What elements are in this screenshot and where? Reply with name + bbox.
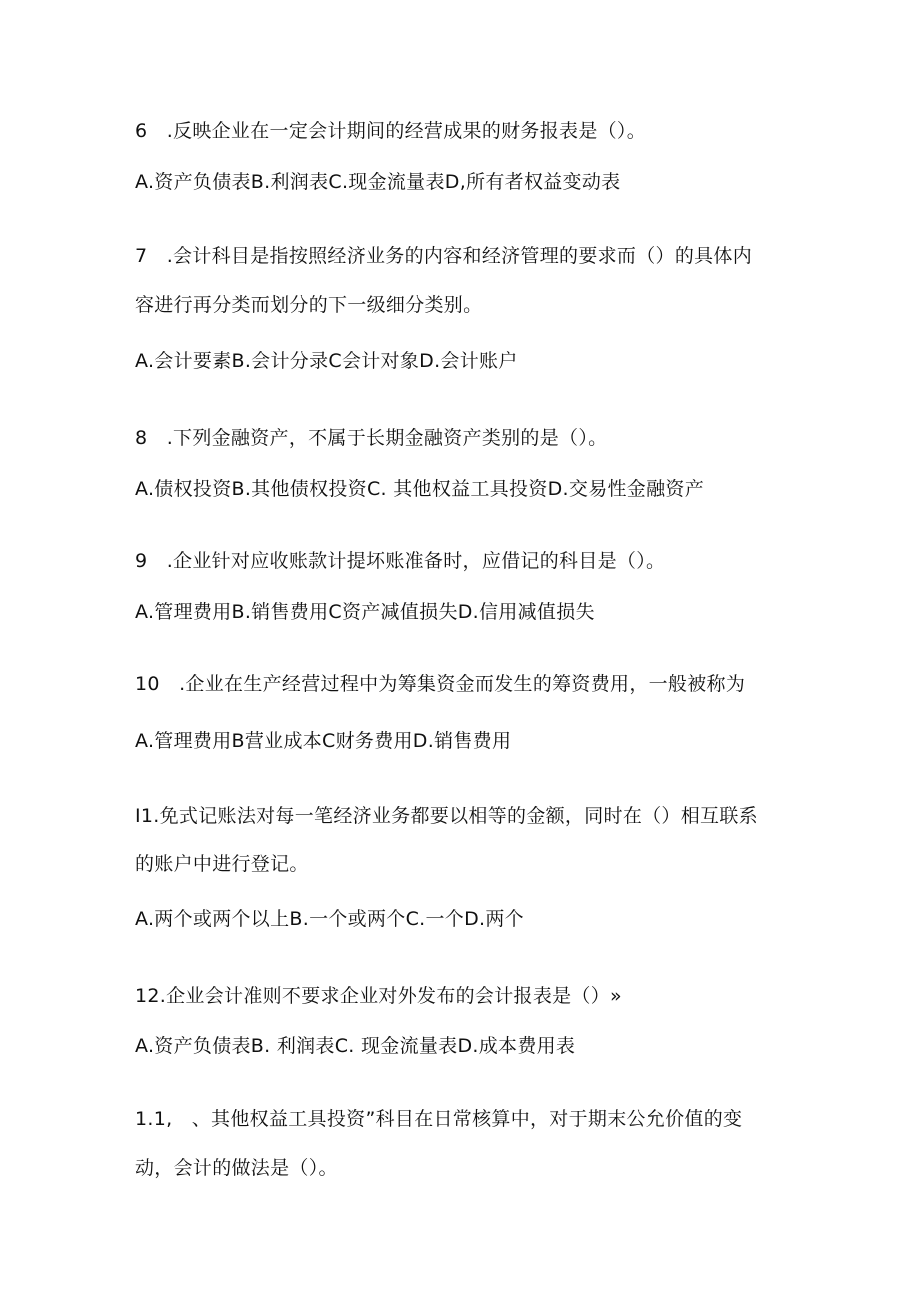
question-11-line-2: 的账户中进行登记。	[135, 853, 309, 875]
question-11-options: A.两个或两个以上B.一个或两个C.一个D.两个	[135, 908, 524, 930]
question-6: 6 .反映企业在一定会计期间的经营成果的财务报表是（）。	[135, 120, 647, 142]
question-8: 8 .下列金融资产，不属于长期金融资产类别的是（）。	[135, 427, 608, 449]
question-7-line-2: 容进行再分类而划分的下一级细分类别。	[135, 294, 483, 316]
question-9-options: A.管理费用B.销售费用C资产减值损失D.信用减值损失	[135, 601, 595, 623]
question-9: 9 .企业针对应收账款计提坏账准备时，应借记的科目是（）。	[135, 550, 666, 572]
question-7-line-1: 7 .会计科目是指按照经济业务的内容和经济管理的要求而（）的具体内	[135, 245, 753, 267]
question-10: 10 .企业在生产经营过程中为筹集资金而发生的筹资费用，一般被称为	[135, 673, 746, 695]
question-13-line-1: 1.1, 、其他权益工具投资”科目在日常核算中，对于期末公允价值的变	[135, 1108, 743, 1130]
question-11-line-1: I1.免式记账法对每一笔经济业务都要以相等的金额，同时在（）相互联系	[135, 805, 758, 827]
question-10-options: A.管理费用B营业成本C财务费用D.销售费用	[135, 730, 512, 752]
question-7-options: A.会计要素B.会计分录C会计对象D.会计账户	[135, 350, 518, 372]
question-12-options: A.资产负债表B. 利润表C. 现金流量表D.成本费用表	[135, 1035, 576, 1057]
question-13-line-2: 动，会计的做法是（）。	[135, 1157, 338, 1179]
question-8-options: A.债权投资B.其他债权投资C. 其他权益工具投资D.交易性金融资产	[135, 478, 704, 500]
question-12: 12.企业会计准则不要求企业对外发布的会计报表是（）»	[135, 985, 622, 1007]
question-6-options: A.资产负债表B.利润表C.现金流量表D,所有者权益变动表	[135, 171, 621, 193]
